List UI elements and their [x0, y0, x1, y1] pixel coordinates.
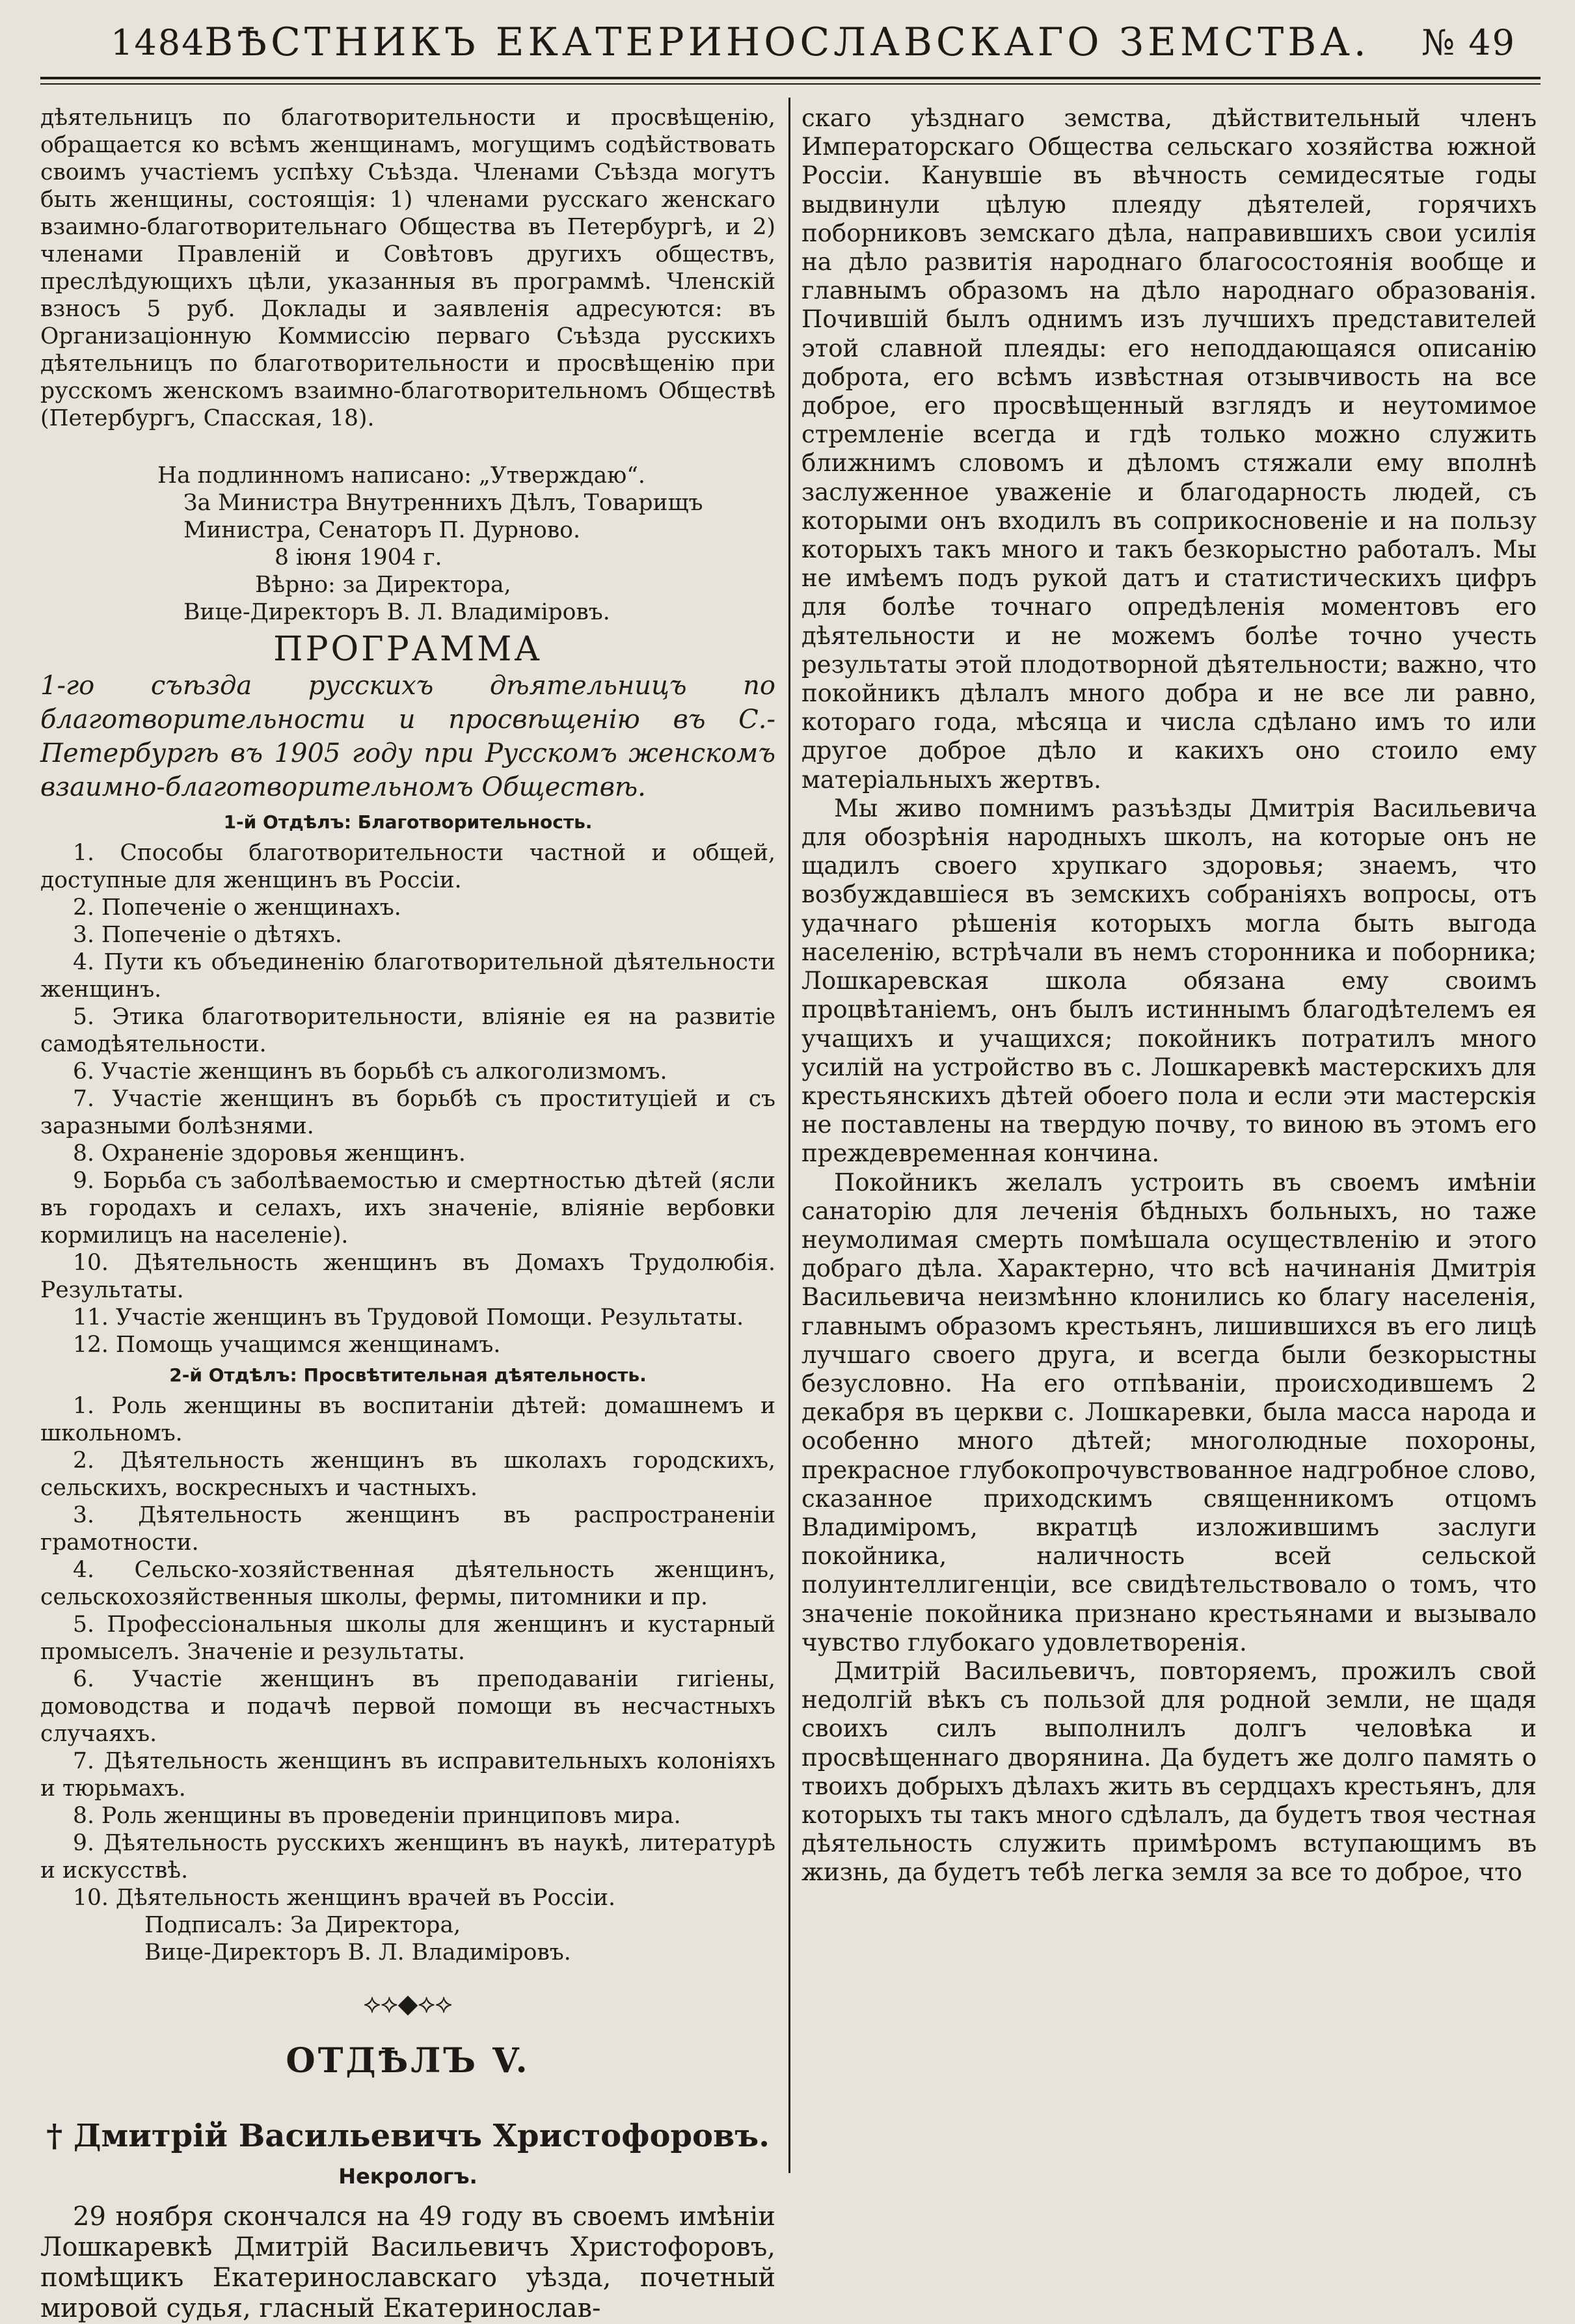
page-header	[46, 14, 1529, 79]
approval-line: Министра, Сенаторъ П. Дурново.	[183, 517, 580, 543]
list-item: 4. Сельско-хозяйственная дѣятельность женщинъ, сельскохозяйственныя школы, фермы, питомники и пр.	[40, 1557, 775, 1610]
list-item: 2. Дѣятельность женщинъ въ школахъ городскихъ, сельскихъ, воскресныхъ и частныхъ.	[40, 1448, 775, 1501]
list-item: 11. Участіе женщинъ въ Трудовой Помощи. Результаты.	[73, 1304, 744, 1331]
obituary-name: † Дмитрій Васильевичъ Христофоровъ.	[46, 2118, 770, 2154]
obituary-opening: 29 ноября скончался на 49 году въ своемъ имѣніи Лошкаревкѣ Дмитрій Васильевичъ Христофоровъ, помѣщикъ Екатеринославскаго уѣзда, почетный мировой судья, гласный Екатеринослав-	[40, 2202, 775, 2323]
approval-block	[40, 462, 775, 626]
obituary-paragraph: скаго уѣзднаго земства, дѣйствительный членъ Императорскаго Общества сельскаго хозяйства южной Россіи. Канувшіе въ вѣчность семидесятые годы выдвинули цѣлую плеяду дѣятелей, горячихъ поборниковъ земскаго дѣла, направившихъ свои усилія на дѣло развитія народнаго благосостоянія вообще и главнымъ образомъ на дѣло народнаго образованія. Почившій былъ однимъ изъ лучшихъ представителей этой славной плеяды: его неподдающаяся описанію доброта, его всѣмъ извѣстная отзывчивость на все доброе, его просвѣщенный взглядъ и неутомимое стремленіе всегда и гдѣ только можно служить ближнимъ словомъ и дѣломъ стяжали ему вполнѣ заслуженное уваженіе и благодарность людей, съ которыми онъ входилъ въ соприкосновеніе и на пользу которыхъ такъ много и такъ безкорыстно работалъ. Мы не имѣемъ подъ рукой датъ и статистическихъ цифръ для болѣе точнаго опредѣленія моментовъ его дѣятельности и не можемъ болѣе точно учесть результаты этой плодотворной дѣятельности; важно, что покойникъ дѣлалъ много добра и не все ли равно, котораго года, мѣсяца и числа сдѣлано имъ то или другое доброе дѣло и какихъ оно стоило ему матеріальныхъ жертвъ.	[801, 104, 1537, 794]
signed-line: Вице-Директоръ В. Л. Владиміровъ.	[144, 1939, 571, 1966]
signed-line: Подписалъ: За Директора,	[144, 1912, 461, 1938]
journal-title: ВѢСТНИКЪ ЕКАТЕРИНОСЛАВСКАГО ЗЕМСТВА.	[204, 20, 1370, 65]
header-rule-bottom	[40, 83, 1541, 85]
list-item: 5. Этика благотворительности, вліяніе ея на развитіе самодѣятельности.	[40, 1004, 775, 1057]
intro-paragraph: дѣятельницъ по благотворительности и просвѣщенію, обращается ко всѣмъ женщинамъ, могущимъ содѣйствовать своимъ участіемъ успѣху Съѣзда. Членами Съѣзда могутъ быть женщины, состоящія: 1) членами русскаго женскаго взаимно-благотворительнаго Общества въ Петербургѣ, и 2) членами Правленій и Совѣтовъ другихъ обществъ, преслѣдующихъ цѣли, указанныя въ программѣ. Членскій взносъ 5 руб. Доклады и заявленія адресуются: въ Организаціонную Коммиссію перваго Съѣзда русскихъ дѣятельницъ по благотворительности и просвѣщенію при русскомъ женскомъ взаимно-благотворительномъ Обществѣ (Петербургъ, Спасская, 18).	[40, 105, 775, 431]
program-subtitle: 1-го съѣзда русскихъ дѣятельницъ по благотворительности и просвѣщенію въ С.-Петербургѣ въ 1905 году при Русскомъ женскомъ взаимно-благотворительномъ Обществѣ.	[40, 671, 775, 802]
section1-list	[40, 839, 775, 1358]
obituary-paragraph: Покойникъ желалъ устроить въ своемъ имѣніи санаторію для леченія бѣдныхъ больныхъ, но таже неумолимая смерть помѣшала осуществленію и этого добраго дѣла. Характерно, что всѣ начинанія Дмитрія Васильевича неизмѣнно клонились ко благу населенія, главнымъ образомъ крестьянъ, лишившихся въ его лицѣ лучшаго своего друга, и всегда были безкорыстны безусловно. На его отпѣваніи, происходившемъ 2 декабря въ церкви с. Лошкаревки, была масса народа и особенно много дѣтей; многолюдные похороны, прекрасное глубокопрочувствованное надгробное слово, сказанное приходскимъ священникомъ отцомъ Владиміромъ, вкратцѣ изложившимъ заслуги покойника, наличность всей сельской полуинтеллигенціи, все свидѣтельствовало о томъ, что значеніе покойника признано крестьянами и вызывало чувство глубокаго удовлетворенія.	[801, 1168, 1537, 1656]
list-item: 6. Участіе женщинъ въ борьбѣ съ алкоголизмомъ.	[73, 1059, 667, 1085]
list-item: 12. Помощь учащимся женщинамъ.	[73, 1332, 501, 1358]
obituary-paragraph: Мы живо помнимъ разъѣзды Дмитрія Васильевича для обозрѣнія народныхъ школъ, на которые онъ не щадилъ своего хрупкаго здоровья; знаемъ, что возбуждавшіеся въ земскихъ собраніяхъ вопросы, отъ удачнаго рѣшенія которыхъ могла быть выгода населенію, встрѣчали въ немъ сторонника и поборника; Лошкаревская школа обязана ему своимъ процвѣтаніемъ, онъ былъ истиннымъ благодѣтелемъ ея учащихъ и учащихся; покойникъ потратилъ много усилій на устройство въ с. Лошкаревкѣ мастерскихъ для крестьянскихъ дѣтей обоего пола и если эти мастерскія не поставлены на твердую почву, то виною въ этомъ его преждевременная кончина.	[801, 794, 1537, 1168]
obituary-paragraph: Дмитрій Васильевичъ, повторяемъ, прожилъ свой недолгій вѣкъ съ пользой для родной земли, не щадя своихъ силъ выполнилъ долгъ человѣка и просвѣщеннаго дворянина. Да будетъ же долго память о твоихъ добрыхъ дѣлахъ жить въ сердцахъ крестьянъ, для которыхъ ты такъ много сдѣлалъ, да будетъ твоя честная дѣятельность служить примѣромъ вступающимъ въ жизнь, да будетъ тебѣ легка земля за все то доброе, что	[801, 1656, 1537, 1887]
approval-line: Вѣрно: за Директора,	[255, 572, 511, 598]
obituary-subtitle: Некрологъ.	[338, 2164, 478, 2189]
list-item: 10. Дѣятельность женщинъ въ Домахъ Трудолюбія. Результаты.	[40, 1250, 775, 1303]
program-title: ПРОГРАММА	[273, 630, 543, 669]
list-item: 1. Способы благотворительности частной и общей, доступные для женщинъ въ Россіи.	[40, 840, 775, 893]
header-rule-top	[40, 77, 1541, 79]
list-item: 8. Охраненіе здоровья женщинъ.	[73, 1141, 466, 1167]
list-item: 10. Дѣятельность женщинъ врачей въ Россіи.	[73, 1885, 615, 1911]
ornament-divider: ⟡⟡◆⟡⟡	[363, 1989, 453, 2019]
issue-number: № 49	[1421, 22, 1516, 63]
section1-title: 1-й Отдѣлъ: Благотворительность.	[223, 811, 593, 833]
list-item: 3. Попеченіе о дѣтяхъ.	[73, 922, 342, 948]
approval-line: 8 іюня 1904 г.	[275, 545, 442, 571]
list-item: 7. Дѣятельность женщинъ въ исправительныхъ колоніяхъ и тюрьмахъ.	[40, 1748, 775, 1802]
column-divider	[788, 98, 790, 2173]
list-item: 5. Профессіональныя школы для женщинъ и кустарный промыселъ. Значеніе и результаты.	[40, 1612, 775, 1665]
list-item: 8. Роль женщины въ проведеніи принциповъ мира.	[73, 1803, 681, 1829]
list-item: 4. Пути къ объединенію благотворительной дѣятельности женщинъ.	[40, 949, 775, 1003]
section-v-title: ОТДѢЛЪ V.	[286, 2041, 530, 2081]
right-column	[801, 104, 1537, 2180]
list-item: 6. Участіе женщинъ въ преподаваніи гигіены, домоводства и подачѣ первой помощи въ несчастныхъ случаяхъ.	[40, 1666, 775, 1747]
list-item: 7. Участіе женщинъ въ борьбѣ съ проституціей и съ заразными болѣзнями.	[40, 1086, 775, 1139]
signed-block	[40, 1912, 775, 1966]
list-item: 9. Дѣятельность русскихъ женщинъ въ наукѣ, литературѣ и искусствѣ.	[40, 1830, 775, 1884]
section2-list	[40, 1392, 775, 1912]
left-column	[40, 104, 775, 2323]
section2-title: 2-й Отдѣлъ: Просвѣтительная дѣятельность.	[169, 1364, 647, 1386]
approval-line: На подлинномъ написано: „Утверждаю“.	[157, 463, 645, 489]
approval-line: Вице-Директоръ В. Л. Владиміровъ.	[183, 599, 610, 625]
list-item: 3. Дѣятельность женщинъ въ распространеніи грамотности.	[40, 1502, 775, 1556]
list-item: 1. Роль женщины въ воспитаніи дѣтей: домашнемъ и школьномъ.	[40, 1393, 775, 1446]
page-number: 1484	[111, 22, 206, 63]
approval-line: За Министра Внутреннихъ Дѣлъ, Товарищъ	[183, 490, 703, 516]
list-item: 2. Попеченіе о женщинахъ.	[73, 895, 401, 921]
list-item: 9. Борьба съ заболѣваемостью и смертностью дѣтей (ясли въ городахъ и селахъ, ихъ значеніе, вліяніе вербовки кормилицъ на населеніе).	[40, 1168, 775, 1249]
